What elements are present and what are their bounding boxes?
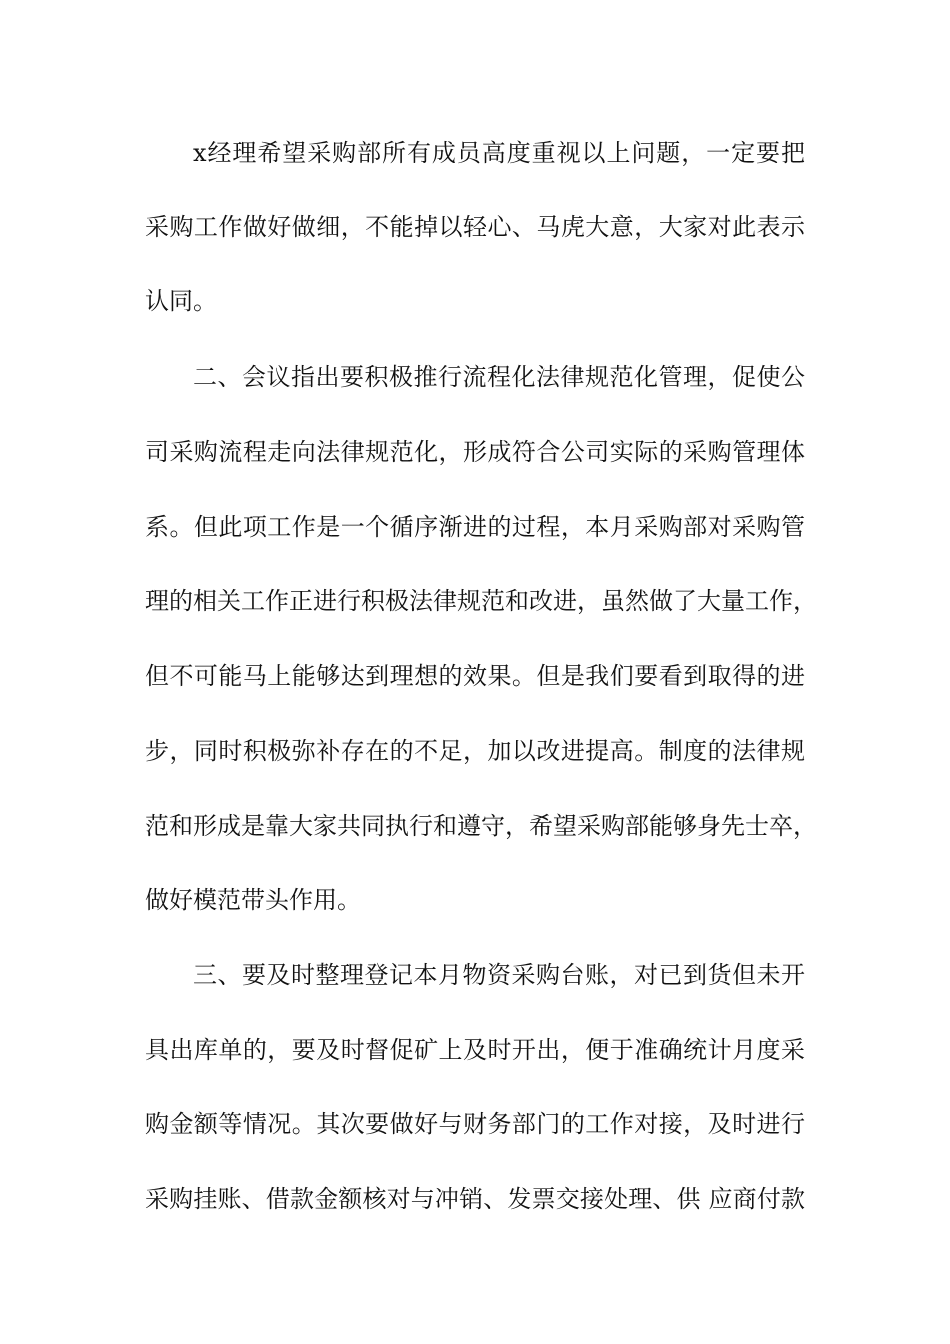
paragraph-1-line-1: x经理希望采购部所有成员高度重视以上问题，一定要把 — [193, 139, 805, 167]
paragraph-3-line-4: 采购挂账、借款金额核对与冲销、发票交接处理、供 应商付款 — [145, 1185, 805, 1213]
paragraph-2-line-3: 系。但此项工作是一个循序渐进的过程，本月采购部对采购管 — [145, 513, 805, 541]
paragraph-1-line-3: 认同。 — [145, 287, 217, 315]
paragraph-2-line-1: 二、会议指出要积极推行流程化法律规范化管理，促使公 — [193, 363, 805, 391]
paragraph-2-line-6: 步，同时积极弥补存在的不足，加以改进提高。制度的法律规 — [145, 737, 805, 765]
paragraph-2-line-5: 但不可能马上能够达到理想的效果。但是我们要看到取得的进 — [145, 662, 805, 690]
paragraph-2-line-2: 司采购流程走向法律规范化，形成符合公司实际的采购管理体 — [145, 438, 805, 466]
paragraph-3-line-3: 购金额等情况。其次要做好与财务部门的工作对接，及时进行 — [145, 1110, 805, 1138]
paragraph-2-line-7: 范和形成是靠大家共同执行和遵守，希望采购部能够身先士卒， — [145, 812, 817, 840]
paragraph-3-line-1: 三、要及时整理登记本月物资采购台账，对已到货但未开 — [193, 961, 805, 989]
paragraph-2-line-4: 理的相关工作正进行积极法律规范和改进，虽然做了大量工作， — [145, 587, 817, 615]
paragraph-2-line-8: 做好模范带头作用。 — [145, 886, 361, 914]
paragraph-1-line-2: 采购工作做好做细，不能掉以轻心、马虎大意，大家对此表示 — [145, 213, 805, 241]
paragraph-3-line-2: 具出库单的，要及时督促矿上及时开出，便于准确统计月度采 — [145, 1036, 805, 1064]
